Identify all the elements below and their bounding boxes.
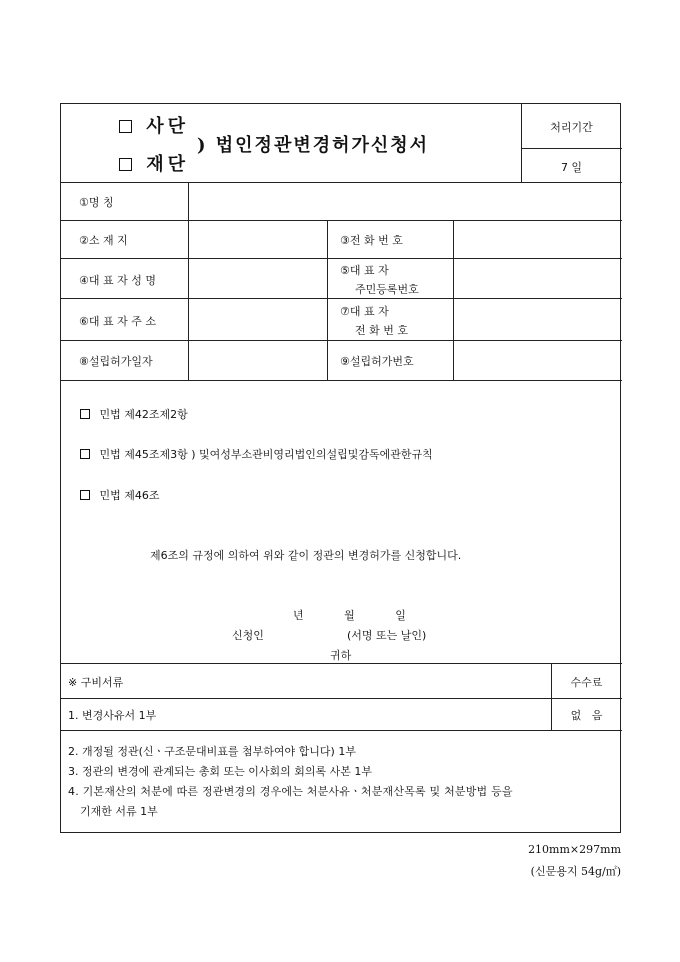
option-label: 재단 — [146, 154, 190, 175]
signature-note: (서명 또는 날인) — [347, 629, 427, 642]
field-label-rep-id-sub: 주민등록번호 — [355, 283, 419, 296]
est-number-input[interactable] — [454, 341, 621, 379]
field-label-rep-phone: ⑦대 표 자 — [340, 305, 389, 318]
field-label-est-date: ⑧설립허가일자 — [79, 355, 153, 368]
rep-phone-input[interactable] — [454, 299, 621, 339]
applicant-label: 신청인 — [232, 629, 264, 642]
checkbox-icon[interactable] — [119, 120, 132, 133]
application-statement: 제6조의 규정에 의하여 위와 같이 정관의 변경허가를 신청합니다. — [150, 549, 462, 562]
field-label-est-number: ⑨설립허가번호 — [340, 355, 414, 368]
address-input[interactable] — [189, 221, 326, 257]
name-input[interactable] — [189, 183, 621, 219]
law-label: 민법 제45조제3항 ) 및여성부소관비영리법인의설립및감독에관한규칙 — [99, 448, 433, 461]
documents-heading: ※ 구비서류 — [68, 676, 124, 689]
fee-value: 없 음 — [570, 709, 603, 722]
checkbox-icon[interactable] — [119, 158, 132, 171]
fee-label: 수수료 — [570, 676, 603, 689]
field-label-rep-name: ④대 표 자 성 명 — [79, 274, 156, 287]
corporation-type-option[interactable] — [119, 112, 189, 138]
document-item: 2. 개정될 정관(신ㆍ구조문대비표를 첨부하여야 합니다) 1부 — [68, 745, 356, 758]
rep-name-input[interactable] — [189, 259, 326, 297]
field-label-rep-address: ⑥대 표 자 주 소 — [79, 315, 156, 328]
paper-type: (신문용지 54g/㎡) — [530, 865, 621, 878]
est-date-input[interactable] — [189, 341, 326, 379]
paper-size: 210mm×297mm — [528, 843, 621, 856]
field-label-name: ①명 칭 — [79, 196, 114, 209]
document-item: 4. 기본재산의 처분에 따른 정관변경의 경우에는 처분사유ㆍ처분재산목록 및 처분방법 등을 — [68, 785, 513, 798]
document-item: 기재한 서류 1부 — [80, 805, 158, 818]
checkbox-icon[interactable] — [80, 449, 90, 459]
date-line: 년 월 일 — [293, 609, 406, 622]
field-label-rep-id: ⑤대 표 자 — [340, 264, 389, 277]
document-item: 3. 정관의 변경에 관계되는 총회 또는 이사회의 회의록 사본 1부 — [68, 765, 372, 778]
checkbox-icon[interactable] — [80, 409, 90, 419]
field-label-phone: ③전 화 번 호 — [340, 234, 403, 247]
divider — [61, 698, 622, 699]
divider — [61, 380, 622, 381]
option-label: 사단 — [146, 116, 190, 137]
rep-id-input[interactable] — [454, 259, 621, 297]
divider — [61, 663, 622, 664]
law-label: 민법 제42조제2항 — [99, 408, 188, 421]
checkbox-icon[interactable] — [80, 490, 90, 500]
form-title: ) 법인정관변경허가신청서 — [197, 135, 430, 156]
addressee: 귀하 — [330, 649, 352, 662]
foundation-type-option[interactable] — [119, 150, 189, 176]
law-option[interactable] — [80, 446, 433, 462]
processing-period-value: 7 일 — [560, 161, 583, 174]
law-option[interactable] — [80, 487, 160, 503]
application-form — [60, 103, 621, 833]
divider — [521, 148, 622, 149]
law-label: 민법 제46조 — [99, 489, 160, 502]
field-label-rep-phone-sub: 전 화 번 호 — [355, 324, 408, 337]
law-option[interactable] — [80, 406, 188, 422]
rep-address-input[interactable] — [189, 299, 326, 339]
divider — [61, 730, 622, 731]
document-item: 1. 변경사유서 1부 — [68, 709, 157, 722]
field-label-address: ②소 재 지 — [79, 234, 128, 247]
phone-input[interactable] — [454, 221, 621, 257]
divider — [327, 220, 328, 380]
processing-period-label: 처리기간 — [550, 121, 593, 134]
